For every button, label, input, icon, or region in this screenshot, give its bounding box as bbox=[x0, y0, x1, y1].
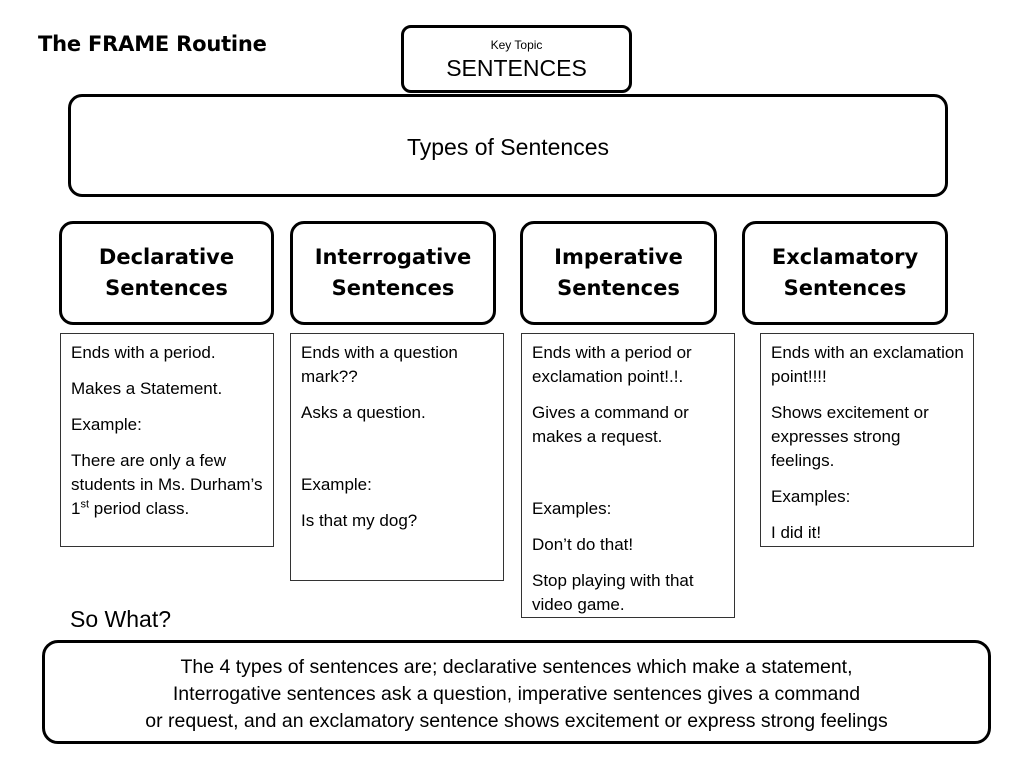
detail-example-label: Examples: bbox=[771, 487, 851, 506]
details-interrogative bbox=[290, 333, 504, 581]
so-what-box bbox=[42, 640, 991, 744]
so-what-line: The 4 types of sentences are; declarative sentences which make a statement, bbox=[180, 656, 853, 678]
detail-example-label: Examples: bbox=[532, 499, 612, 518]
detail-purpose: Gives a command or makes a request. bbox=[532, 403, 689, 446]
key-topic-label: Key Topic bbox=[490, 38, 543, 52]
detail-example-before: There are only a few students in Ms. Durham’s 1 bbox=[71, 451, 263, 518]
detail-example: Don’t do that! bbox=[532, 535, 634, 554]
category-imperative bbox=[520, 221, 717, 325]
category-declarative bbox=[59, 221, 274, 325]
detail-example-label: Example: bbox=[301, 475, 372, 494]
so-what-line: or request, and an exclamatory sentence shows excitement or express strong feelings bbox=[145, 710, 888, 732]
detail-purpose: Shows excitement or expresses strong feelings. bbox=[771, 403, 929, 470]
details-declarative bbox=[60, 333, 274, 547]
detail-ending: Ends with a period or exclamation point!.!. bbox=[532, 343, 692, 386]
detail-example: Stop playing with that video game. bbox=[532, 571, 694, 614]
detail-example: I did it! bbox=[771, 523, 822, 542]
detail-ending: Ends with a question mark?? bbox=[301, 343, 458, 386]
so-what-line: Interrogative sentences ask a question, imperative sentences gives a command bbox=[172, 683, 861, 705]
category-title: Imperative Sentences bbox=[554, 245, 683, 300]
category-exclamatory bbox=[742, 221, 948, 325]
details-exclamatory bbox=[760, 333, 974, 547]
detail-ending: Ends with a period. bbox=[71, 343, 216, 362]
key-topic-value: SENTENCES bbox=[446, 55, 587, 81]
detail-example-label: Example: bbox=[71, 415, 142, 434]
detail-example bbox=[71, 449, 265, 521]
spacer bbox=[301, 437, 495, 473]
detail-example: Is that my dog? bbox=[301, 511, 418, 530]
main-idea-text: Types of Sentences bbox=[406, 134, 609, 160]
detail-example-sup: st bbox=[80, 498, 90, 511]
category-title: Interrogative Sentences bbox=[314, 245, 472, 300]
details-imperative bbox=[521, 333, 735, 618]
routine-title: The FRAME Routine bbox=[38, 32, 267, 56]
detail-purpose: Asks a question. bbox=[301, 403, 426, 422]
spacer bbox=[532, 461, 726, 497]
detail-ending: Ends with an exclamation point!!!! bbox=[771, 343, 964, 386]
category-title: Exclamatory Sentences bbox=[771, 245, 919, 300]
so-what-label: So What? bbox=[70, 606, 171, 632]
category-interrogative bbox=[290, 221, 496, 325]
key-topic-box bbox=[401, 25, 632, 93]
category-title: Declarative Sentences bbox=[98, 245, 235, 300]
detail-purpose: Makes a Statement. bbox=[71, 379, 223, 398]
detail-example-after: period class. bbox=[89, 499, 190, 518]
main-idea-box bbox=[68, 94, 948, 197]
